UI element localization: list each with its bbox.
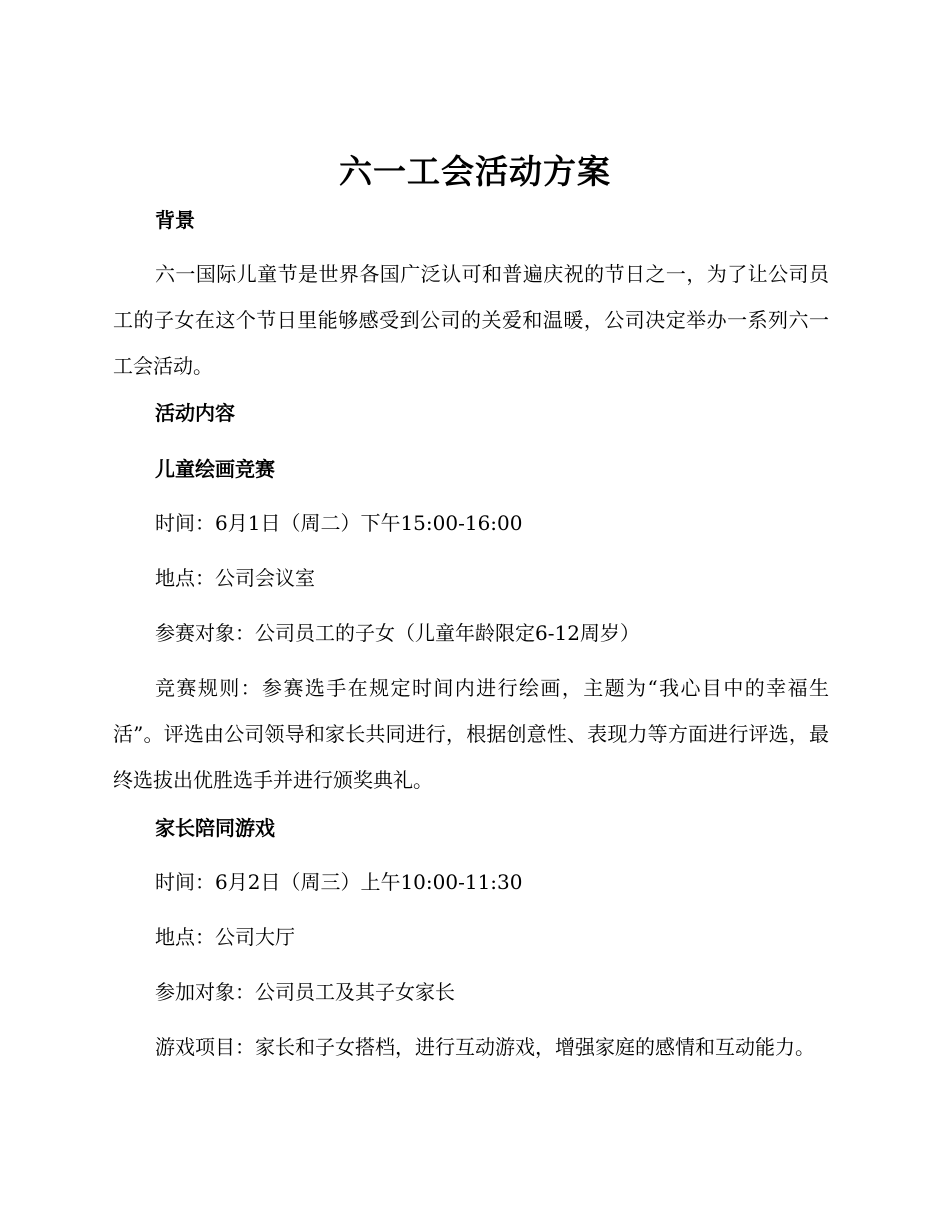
games-time: 时间：6月2日（周三）上午10:00-11:30 bbox=[155, 870, 523, 894]
section-heading-background: 背景 bbox=[155, 208, 195, 232]
games-participants: 参加对象：公司员工及其子女家长 bbox=[155, 980, 455, 1004]
drawing-place: 地点：公司会议室 bbox=[155, 566, 315, 590]
drawing-rules: 竞赛规则：参赛选手在规定时间内进行绘画，主题为“我心目中的幸福生活”。评选由公司领导和家长共同进行，根据创意性、表现力等方面进行评选，最终选拔出优胜选手并进行颁奖典礼。 bbox=[113, 676, 829, 792]
subsection-heading-drawing: 儿童绘画竞赛 bbox=[155, 457, 275, 481]
games-place: 地点：公司大厅 bbox=[155, 925, 295, 949]
subsection-heading-games: 家长陪同游戏 bbox=[155, 816, 275, 840]
drawing-time: 时间：6月1日（周二）下午15:00-16:00 bbox=[155, 511, 523, 535]
section-heading-content: 活动内容 bbox=[155, 401, 235, 425]
background-paragraph: 六一国际儿童节是世界各国广泛认可和普遍庆祝的节日之一，为了让公司员工的子女在这个节日里能够感受到公司的关爱和温暖，公司决定举办一系列六一工会活动。 bbox=[113, 262, 829, 378]
drawing-participants: 参赛对象：公司员工的子女（儿童年龄限定6-12周岁） bbox=[155, 621, 640, 645]
document-title: 六一工会活动方案 bbox=[339, 152, 611, 191]
games-items: 游戏项目：家长和子女搭档，进行互动游戏，增强家庭的感情和互动能力。 bbox=[155, 1035, 815, 1059]
